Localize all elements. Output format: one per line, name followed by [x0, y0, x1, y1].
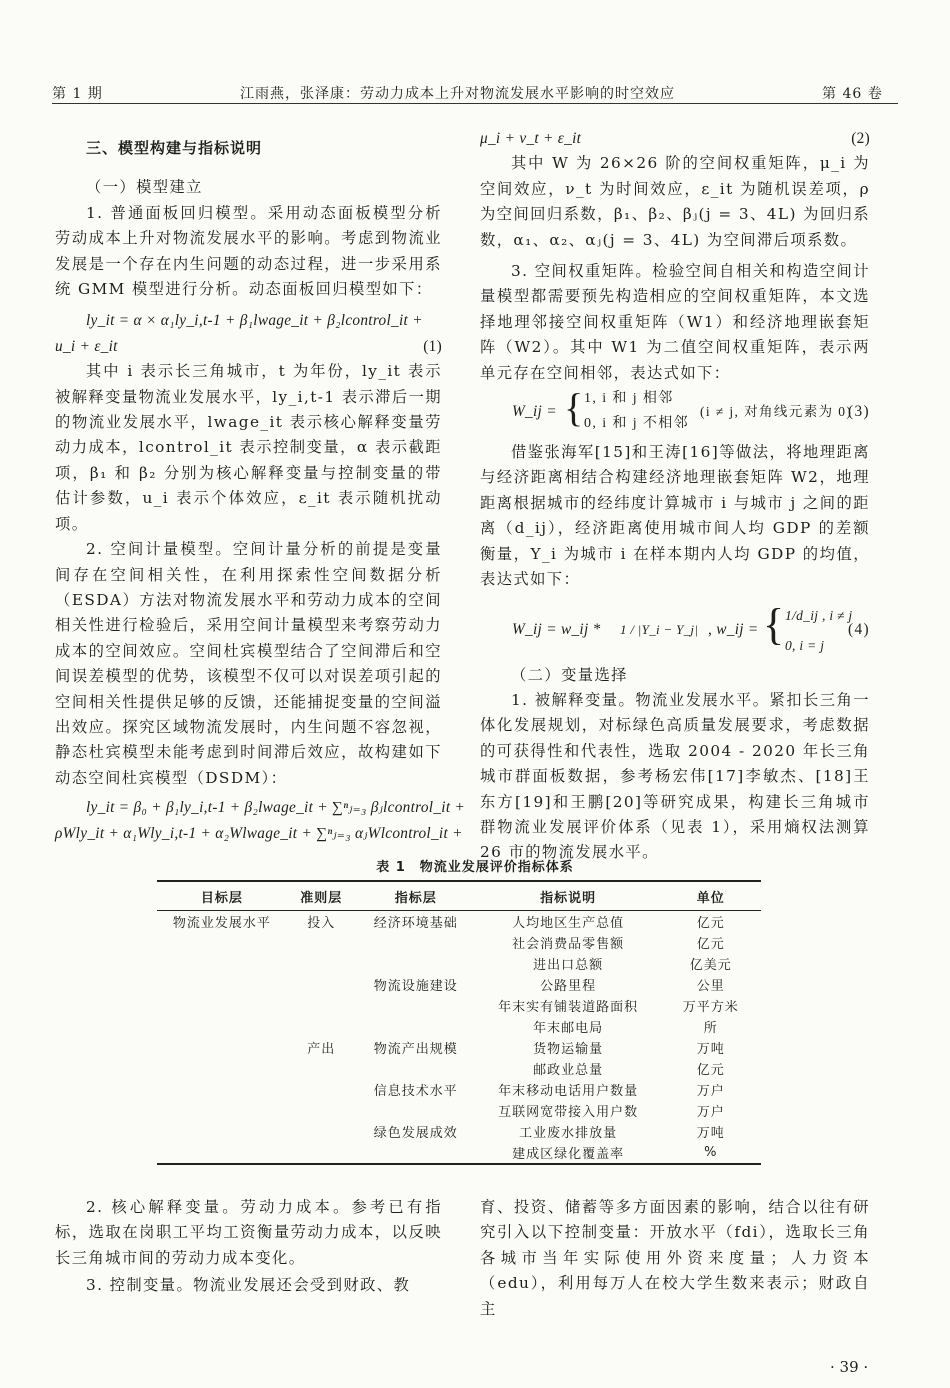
table-row: [157, 974, 761, 995]
table-cell: [157, 1058, 287, 1079]
para-spatial-model: 2. 空间计量模型。空间计量分析的前提是变量间存在空间相关性，在利用探索性空间数据分析（ESDA）方法对物流发展水平和劳动力成本的空间相关性进行检验后，采用空间计量模型来考察劳动力成本的空间效应。空间杜宾模型结合了空间滞后和空间误差模型的优势，该模型不仅可以对误差项引起的空间相关性提供足够的反馈，还能捕捉变量的空间溢出效应。探究区域物流发展时，内生问题不容忽视，静态杜宾模型未能考虑到时间滞后效应，故构建如下动态空间杜宾模型（DSDM）：: [55, 540, 442, 787]
equation-1-line-2: u_i + ε_it: [55, 337, 118, 355]
brace: {: [564, 385, 585, 431]
table-cell: 信息技术水平: [373, 1084, 458, 1099]
table-cell: 互联网宽带接入用户数: [498, 1105, 639, 1120]
table-cell: [287, 1058, 356, 1079]
table-cell: 万吨: [696, 1042, 725, 1057]
table-cell: [157, 1100, 287, 1121]
table-cell: [356, 953, 476, 974]
table-cell: 物流业发展水平: [172, 916, 271, 931]
table-header-cell: 准则层: [287, 881, 356, 911]
equation-2-line-2: ρWly_it + α₁Wly_i,t-1 + α₂Wlwage_it + ∑ⁿⱼ₌₃ αⱼWlcontrol_it +: [55, 824, 463, 842]
table-row: [157, 1079, 761, 1100]
table-cell: 进出口总额: [533, 958, 604, 973]
table-header-cell: 单位: [661, 881, 761, 911]
table-cell: 年末邮电局: [533, 1021, 604, 1036]
equation-4-mid: , w_ij =: [708, 620, 759, 638]
table-cell: [157, 1142, 287, 1164]
equation-2-number: (2): [851, 130, 870, 147]
table-cell: [157, 932, 287, 953]
table-cell: 人均地区生产总值: [512, 916, 625, 931]
table-cell: 经济环境基础: [373, 916, 458, 931]
table-cell: 年末移动电话用户数量: [498, 1084, 639, 1099]
table-cell: %: [661, 1142, 761, 1164]
table-cell: 物流产出规模: [373, 1042, 458, 1057]
para-weight-matrix: 3. 空间权重矩阵。检验空间自相关和构造空间计量模型都需要预先构造相应的空间权重矩阵，本文选择地理邻接空间权重矩阵（W1）和经济地理嵌套矩阵（W2）。其中 W1 为二值空间权重矩阵，表示两单元存在空间相邻，表达式如下：: [480, 262, 870, 382]
indicator-table: [157, 880, 761, 1165]
equation-3-lhs: W_ij =: [512, 403, 557, 421]
table-cell: [287, 1016, 356, 1037]
table-cell: [356, 1142, 476, 1164]
table-cell: 建成区绿化覆盖率: [476, 1142, 661, 1164]
para-panel-model: 1. 普通面板回归模型。采用动态面板模型分析劳动成本上升对物流发展水平的影响。考虑到物流业发展是一个存在内生问题的动态过程，进一步采用系统 GMM 模型进行分析。动态面板回归模型如下：: [55, 203, 442, 299]
para-variable-definitions: 其中 i 表示长三角城市，t 为年份，ly_it 表示被解释变量物流业发展水平，ly_i,t-1 表示滞后一期的物流业发展水平，lwage_it 表示核心解释变量劳动力成本，lcontrol_it 表示控制变量，α 表示截距项，β₁ 和 β₂ 分别为核心解释变量与控制变量的带估计参数，u_i 表示个体效应，ε_it 表示随机扰动项。: [55, 362, 442, 533]
table-cell: [287, 953, 356, 974]
table-cell: [356, 1100, 476, 1121]
table-cell: [287, 1142, 356, 1164]
equation-2-line-1: ly_it = β₀ + β₁ly_i,t-1 + β₂lwage_it + ∑ⁿⱼ₌₃ βⱼlcontrol_it +: [86, 799, 466, 817]
table-cell: [157, 1121, 287, 1142]
table-cell: [356, 1058, 476, 1079]
table-header-cell: 指标层: [356, 881, 476, 911]
table-caption: 表 1 物流业发展评价指标体系: [376, 860, 574, 875]
table-row: [157, 1142, 761, 1164]
table-cell: 年末实有铺装道路面积: [498, 1000, 639, 1015]
section-title: 三、模型构建与指标说明: [86, 139, 263, 157]
table-cell: [356, 1016, 476, 1037]
para-core-variable: 2. 核心解释变量。劳动力成本。参考已有指标，选取在岗职工平均工资衡量劳动力成本，以反映长三角城市间的劳动力成本变化。: [55, 1198, 442, 1267]
left-column: [55, 136, 466, 846]
para-control-variables-start: 3. 控制变量。物流业发展还会受到财政、教: [86, 1276, 411, 1295]
table-cell: 公路里程: [540, 979, 597, 994]
page-number: · 39 ·: [830, 1358, 869, 1376]
table-cell: 亿美元: [689, 958, 732, 973]
table-header-cell: 指标说明: [476, 881, 661, 911]
equation-3-number: (3): [847, 403, 870, 421]
running-title: 江雨燕，张泽康：劳动力成本上升对物流发展水平影响的时空效应: [240, 86, 675, 102]
table-cell: [356, 932, 476, 953]
table-cell: [356, 995, 476, 1016]
table-cell: [157, 1037, 287, 1058]
table-cell: 万吨: [696, 1126, 725, 1141]
table-row: [157, 1121, 761, 1142]
para-spatial-effects: 其中 W 为 26×26 阶的空间权重矩阵，μ_i 为空间效应，ν_t 为时间效应，ε_it 为随机误差项，ρ 为空间回归系数，β₁、β₂、βⱼ(j = 3、4L) 为回归系数，α₁、α₂、αⱼ(j = 3、4L) 为空间滞后项系数。: [480, 154, 870, 249]
subsection-variables: （二）变量选择: [511, 665, 628, 684]
para-control-variables-cont: 育、投资、储蓄等多方面因素的影响，结合以往有研究引入以下控制变量：开放水平（fdi），选取长三角各城市当年实际使用外资来度量；人力资本（edu），利用每万人在校大学生数来表示；财政自主: [480, 1198, 870, 1318]
volume-label: 第 46 卷: [822, 86, 883, 102]
table-cell: 万平方米: [682, 1000, 739, 1015]
table-cell: 工业废水排放量: [519, 1126, 618, 1141]
table-row: [157, 911, 761, 933]
table-row: [157, 932, 761, 953]
table-cell: [157, 1079, 287, 1100]
table-cell: 公里: [696, 979, 725, 994]
table-cell: 亿元: [696, 937, 725, 952]
table-cell: 邮政业总量: [533, 1063, 604, 1078]
table-row: [157, 1058, 761, 1079]
table-header-cell: 目标层: [157, 881, 287, 911]
equation-4-case-2: 0, i = j: [785, 637, 825, 653]
table-cell: [157, 1016, 287, 1037]
table-row: [157, 1037, 761, 1058]
header-rule: [52, 103, 898, 104]
equation-1-line-1: ly_it = α × α₁ly_i,t-1 + β₁lwage_it + β₂lcontrol_it +: [86, 312, 423, 330]
equation-4: [480, 599, 870, 661]
para-dependent-variable: 1. 被解释变量。物流业发展水平。紧扣长三角一体化发展规划，对标绿色高质量发展要求，考虑数据的可获得性和代表性，选取 2004 - 2020 年长三角城市群面板数据，参考杨宏伟[17]李敏杰、[18]王东方[19]和王鹏[20]等研究成果，构建长三角城市群物流业发展评价体系（见表 1），采用熵权法测算 26 市的物流发展水平。: [480, 690, 870, 862]
table-cell: [157, 974, 287, 995]
equation-4-number: (4): [847, 620, 870, 638]
equation-1-number: (1): [423, 337, 442, 355]
right-column: [480, 126, 870, 866]
table-cell: [157, 953, 287, 974]
table-cell: [287, 1079, 356, 1100]
brace: {: [763, 599, 786, 649]
table-row: [157, 995, 761, 1016]
table-cell: [287, 995, 356, 1016]
subsection-model: （一）模型建立: [86, 178, 203, 197]
table-cell: 社会消费品零售额: [512, 937, 625, 952]
table-cell: [287, 974, 356, 995]
bottom-left-column: [55, 1195, 442, 1299]
equation-3-condition: (i ≠ j, 对角线元素为 0): [700, 404, 853, 420]
equation-3: [480, 386, 870, 440]
table-row: [157, 1100, 761, 1121]
table-cell: 投入: [307, 916, 336, 931]
table-cell: [157, 995, 287, 1016]
table-cell: 产出: [307, 1042, 336, 1057]
equation-4-case-1: 1/d_ij , i ≠ j: [785, 607, 853, 623]
table-cell: [287, 1121, 356, 1142]
table-cell: [287, 1100, 356, 1121]
bottom-right-column: [480, 1195, 870, 1322]
table-cell: 亿元: [696, 916, 725, 931]
table-cell: 亿元: [696, 1063, 725, 1078]
table-cell: [287, 932, 356, 953]
equation-3-case-2: 0, i 和 j 不相邻: [584, 416, 690, 432]
table-cell: 物流设施建设: [373, 979, 458, 994]
equation-2-line-3: μ_i + ν_t + ε_it: [480, 130, 582, 147]
table-row: [157, 953, 761, 974]
table-row: [157, 1016, 761, 1037]
table-cell: 万户: [696, 1105, 725, 1120]
table-cell: 所: [703, 1021, 718, 1036]
para-nested-matrix: 借鉴张海军[15]和王涛[16]等做法，将地理距离与经济距离相结合构建经济地理嵌套矩阵 W2，地理距离根据城市的经纬度计算城市 i 与城市 j 之间的距离（d_ij），经济距离使用城市间人均 GDP 的差额衡量，Y_i 为城市 i 在样本期内人均 GDP 的均值，表达式如下：: [480, 443, 870, 589]
issue-label: 第 1 期: [52, 86, 103, 102]
table-header-row: [157, 881, 761, 911]
equation-4-lhs: W_ij = w_ij *: [512, 620, 601, 638]
table-cell: 货物运输量: [533, 1042, 604, 1057]
table-cell: 万户: [696, 1084, 725, 1099]
equation-3-case-1: 1, i 和 j 相邻: [584, 391, 674, 407]
equation-4-fraction: 1 / |Y_i − Y_j|: [620, 621, 699, 637]
table-cell: 绿色发展成效: [373, 1126, 458, 1141]
